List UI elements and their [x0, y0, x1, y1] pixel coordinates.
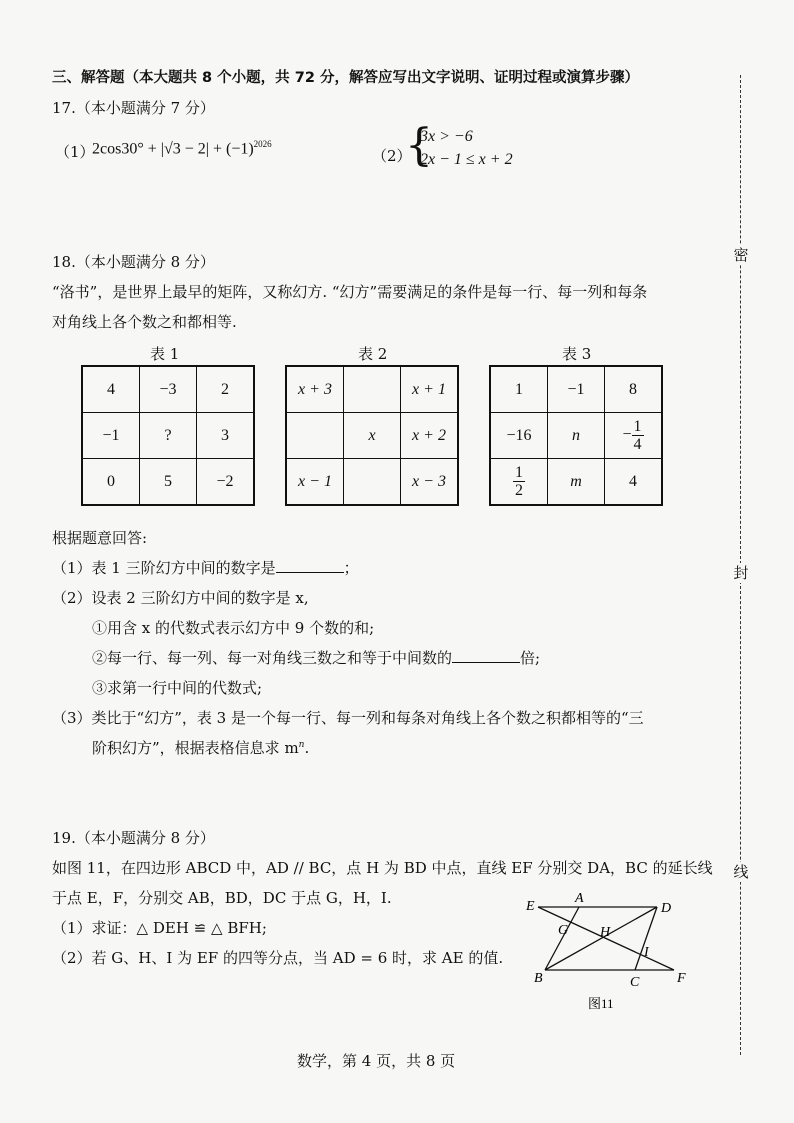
table-cell: ? [140, 413, 197, 459]
binding-char-feng: 封 [733, 564, 749, 582]
answer-blank[interactable] [452, 648, 520, 663]
table-cell: 4 [82, 366, 140, 413]
label-H: H [600, 925, 611, 940]
table-cell: 2 [197, 366, 255, 413]
table3 [489, 365, 663, 506]
table-row [490, 413, 662, 459]
table-row [286, 413, 458, 459]
q19-header: 19.（本小题满分 8 分） [52, 829, 215, 847]
table-cell: x − 1 [286, 459, 344, 506]
table-row [82, 459, 254, 506]
q17-inequality-1: 3x > −6 [420, 128, 473, 145]
table-row [286, 459, 458, 506]
q19-part1: （1）求证：△ DEH ≌ △ BFH; [52, 919, 267, 937]
table-cell: 4 [605, 459, 663, 506]
table-cell: x − 3 [401, 459, 459, 506]
table-cell [286, 413, 344, 459]
table-cell: −16 [490, 413, 548, 459]
table1-title: 表 1 [150, 345, 180, 363]
figure-11 [520, 890, 700, 1024]
q18-sub2: （2）设表 2 三阶幻方中间的数字是 x, [52, 589, 309, 607]
q17-inequality-2: 2x − 1 ≤ x + 2 [420, 151, 513, 168]
binding-char-xian: 线 [733, 863, 749, 881]
table-cell: −2 [197, 459, 255, 506]
q18-sub3-line2: 阶积幻方”，根据表格信息求 $m^n$. [92, 739, 310, 757]
table3-title: 表 3 [562, 345, 592, 363]
q18-sub2-2: ②每一行、每一列、每一对角线三数之和等于中间数的 倍; [92, 649, 541, 667]
table-cell: x [344, 413, 401, 459]
table-cell: m [548, 459, 605, 506]
q18-prompt: 根据题意回答: [52, 529, 148, 547]
table-row [490, 366, 662, 413]
table-cell: 3 [197, 413, 255, 459]
table-row [286, 366, 458, 413]
table-row [490, 459, 662, 506]
table-cell: 5 [140, 459, 197, 506]
table-cell: 0 [82, 459, 140, 506]
q17-part1-label: （1） [55, 143, 95, 161]
q17-header: 17.（本小题满分 7 分） [52, 99, 215, 117]
q18-intro-line2: 对角线上各个数之和都相等. [52, 313, 237, 331]
table-cell: 8 [605, 366, 663, 413]
binding-char-mi: 密 [733, 246, 749, 264]
table2 [285, 365, 459, 506]
table1 [81, 365, 255, 506]
q18-sub2-1: ①用含 x 的代数式表示幻方中 9 个数的和; [92, 619, 375, 637]
table-cell: x + 3 [286, 366, 344, 413]
table-cell: −1 [82, 413, 140, 459]
q18-sub3-line1: （3）类比于“幻方”，表 3 是一个每一行、每一列和每条对角线上各个数之积都相等的“三 [52, 709, 644, 727]
figure-caption: 图11 [588, 996, 614, 1011]
table-cell: 1 [490, 366, 548, 413]
table-row [82, 413, 254, 459]
table-cell [344, 459, 401, 506]
table-cell: −3 [140, 366, 197, 413]
table-cell-fraction: $\frac{1}{2}$ [490, 459, 548, 506]
answer-blank[interactable] [276, 558, 344, 573]
label-F: F [677, 971, 686, 986]
label-B: B [534, 971, 543, 986]
page-footer: 数学，第 4 页，共 8 页 [297, 1052, 456, 1070]
q18-sub2-3: ③求第一行中间的代数式; [92, 679, 263, 697]
table-cell-fraction: − $\frac{1}{4}$ [605, 413, 663, 459]
table-cell: x + 1 [401, 366, 459, 413]
label-E: E [526, 899, 535, 914]
label-C: C [630, 975, 640, 990]
q17-part1-expression: $2\cos 30^\circ + |√3 - 2| + (-1)^{2026}$ [92, 139, 272, 158]
section-title: 三、解答题（本大题共 8 个小题，共 72 分，解答应写出文字说明、证明过程或演算步骤） [52, 70, 639, 86]
table-cell: n [548, 413, 605, 459]
label-D: D [661, 901, 672, 916]
table2-title: 表 2 [358, 345, 388, 363]
q19-line2: 于点 E，F，分别交 AB，BD，DC 于点 G，H，I. [52, 889, 392, 907]
label-A: A [575, 891, 584, 906]
table-cell: x + 2 [401, 413, 459, 459]
q19-part2: （2）若 G、H、I 为 EF 的四等分点，当 AD = 6 时，求 AE 的值. [52, 949, 504, 967]
q18-header: 18.（本小题满分 8 分） [52, 253, 215, 271]
q17-system-brace: { [405, 120, 433, 171]
q18-sub1: （1）表 1 三阶幻方中间的数字是 ； [52, 559, 359, 577]
q18-intro-line1: “洛书”，是世界上最早的矩阵，又称幻方. “幻方”需要满足的条件是每一行、每一列和每条 [52, 283, 648, 301]
q17-part2-label: （2） [372, 147, 412, 165]
table-cell: −1 [548, 366, 605, 413]
label-G: G [558, 923, 569, 938]
label-I: I [644, 945, 649, 960]
q19-line1: 如图 11，在四边形 ABCD 中，AD // BC，点 H 为 BD 中点，直线 EF 分别交 DA，BC 的延长线 [52, 859, 713, 877]
table-cell [344, 366, 401, 413]
geometry-diagram [520, 890, 700, 1020]
table-row [82, 366, 254, 413]
